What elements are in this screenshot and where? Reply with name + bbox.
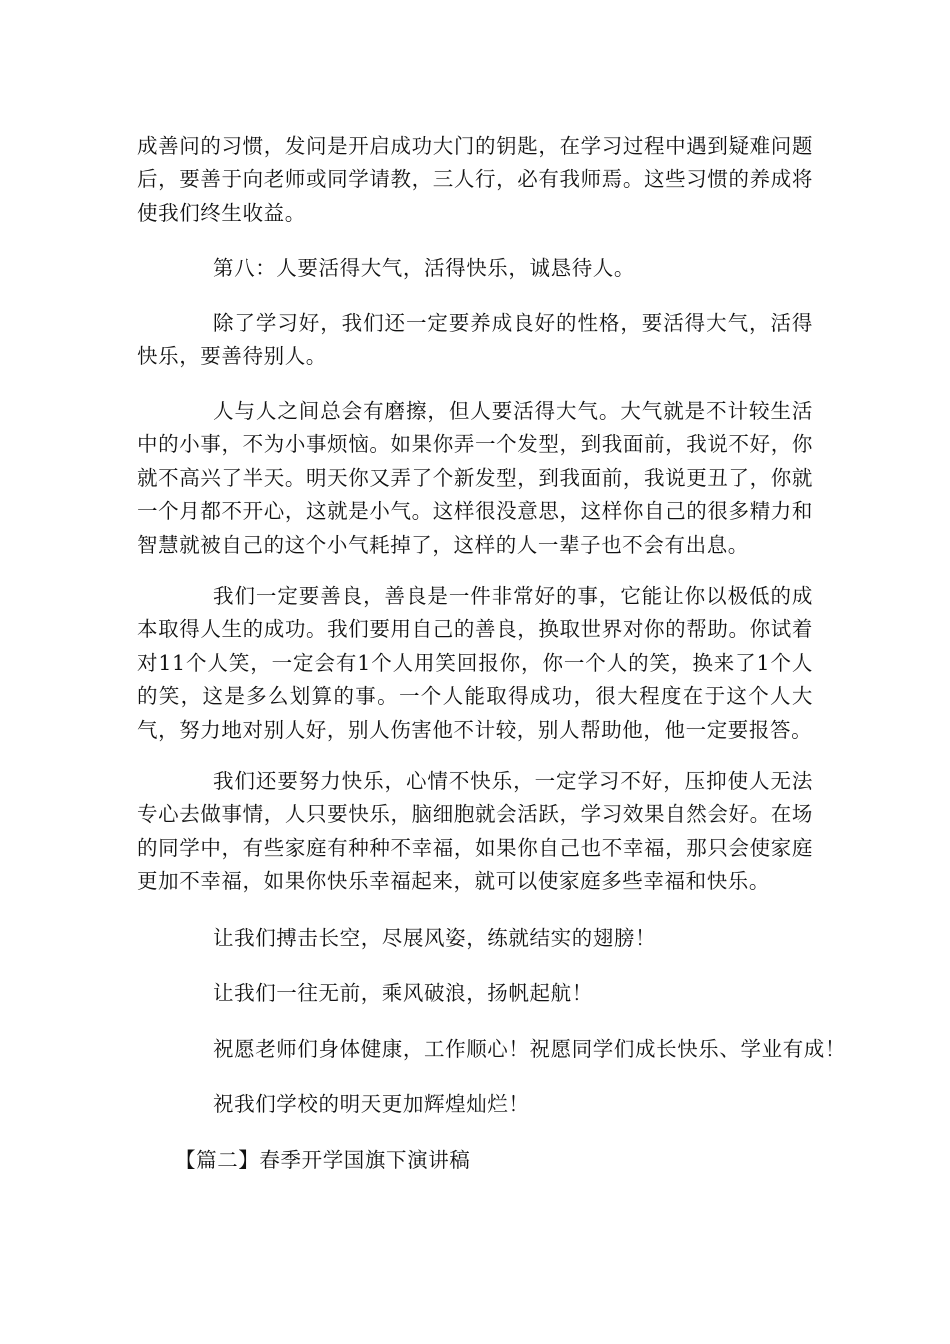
paragraph-good-character: 除了学习好，我们还一定要养成良好的性格，要活得大气，活得快乐，要善待别人。 [137, 311, 813, 369]
paragraph-point-eight-title: 第八：人要活得大气，活得快乐，诚恳待人。 [213, 256, 635, 280]
paragraph-closing-line-1: 让我们搏击长空，尽展风姿，练就结实的翅膀！ [213, 926, 657, 950]
paragraph-closing-line-4: 祝我们学校的明天更加辉煌灿烂！ [213, 1092, 530, 1116]
paragraph-be-happy: 我们还要努力快乐，心情不快乐，一定学习不好，压抑使人无法专心去做事情，人只要快乐，脑细胞就会活跃，学习效果自然会好。在场的同学中，有些家庭有种种不幸福，如果你自己也不幸福，那只会使家庭更加不幸福，如果你快乐幸福起来，就可以使家庭多些幸福和快乐。 [137, 769, 813, 894]
paragraph-be-magnanimous: 人与人之间总会有磨擦，但人要活得大气。大气就是不计较生活中的小事，不为小事烦恼。如果你弄一个发型，到我面前，我说不好，你就不高兴了半天。明天你又弄了个新发型，到我面前，我说更丑了，你就一个月都不开心，这就是小气。这样很没意思，这样你自己的很多精力和智慧就被自己的这个小气耗掉了，这样的人一辈子也不会有出息。 [137, 399, 813, 557]
paragraph-closing-line-2: 让我们一往无前，乘风破浪，扬帆起航！ [213, 981, 593, 1005]
paragraph-study-habits: 成善问的习惯，发问是开启成功大门的钥匙，在学习过程中遇到疑难问题后，要善于向老师或同学请教，三人行，必有我师焉。这些习惯的养成将使我们终生收益。 [137, 134, 813, 225]
paragraph-be-kind: 我们一定要善良，善良是一件非常好的事，它能让你以极低的成本取得人生的成功。我们要用自己的善良，换取世界对你的帮助。你试着对11个人笑，一定会有1个人用笑回报你，你一个人的笑，换来了1个人的笑，这是多么划算的事。一个人能取得成功，很大程度在于这个人大气，努力地对别人好，别人伤害他不计较，别人帮助他，他一定要报答。 [137, 584, 813, 742]
paragraph-closing-line-3: 祝愿老师们身体健康，工作顺心！祝愿同学们成长快乐、学业有成！ [213, 1037, 846, 1061]
section-heading: 【篇二】春季开学国旗下演讲稿 [175, 1148, 471, 1172]
